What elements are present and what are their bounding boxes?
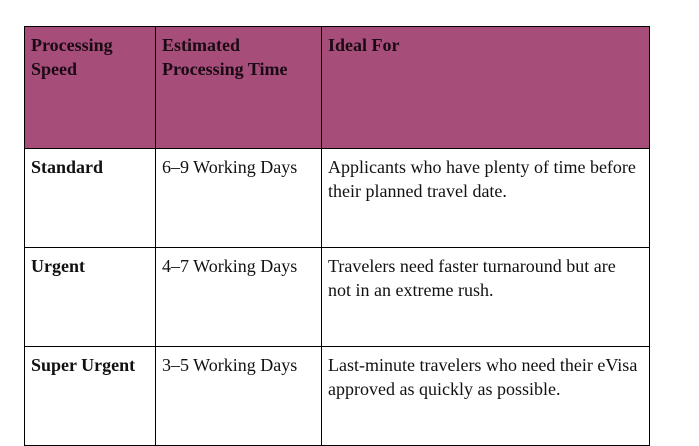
time-cell: 3–5 Working Days bbox=[156, 347, 322, 446]
time-cell: 4–7 Working Days bbox=[156, 248, 322, 347]
header-estimated-time: Estimated Processing Time bbox=[156, 27, 322, 149]
table-row bbox=[25, 149, 650, 248]
header-ideal-for: Ideal For bbox=[322, 27, 650, 149]
ideal-for-cell: Last-minute travelers who need their eVisa approved as quickly as possible. bbox=[322, 347, 650, 446]
ideal-for-cell: Travelers need faster turnaround but are not in an extreme rush. bbox=[322, 248, 650, 347]
ideal-for-cell: Applicants who have plenty of time before their planned travel date. bbox=[322, 149, 650, 248]
header-processing-speed: Processing Speed bbox=[25, 27, 156, 149]
table-row bbox=[25, 248, 650, 347]
speed-cell: Standard bbox=[25, 149, 156, 248]
speed-cell: Super Urgent bbox=[25, 347, 156, 446]
speed-cell: Urgent bbox=[25, 248, 156, 347]
header-row bbox=[25, 27, 650, 149]
processing-speed-table bbox=[24, 26, 650, 446]
table-body bbox=[25, 149, 650, 446]
time-cell: 6–9 Working Days bbox=[156, 149, 322, 248]
table-header bbox=[25, 27, 650, 149]
table-row bbox=[25, 347, 650, 446]
